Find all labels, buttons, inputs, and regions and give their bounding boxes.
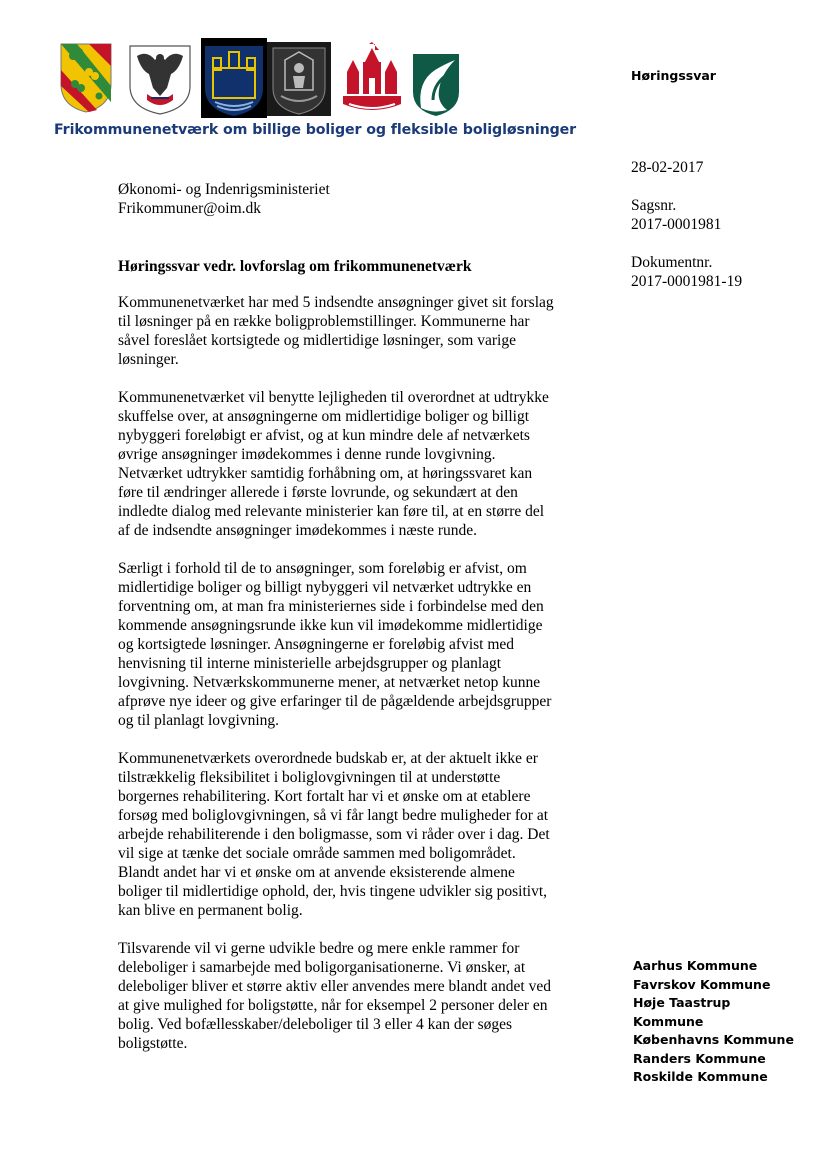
document-date: 28-02-2017 <box>631 159 704 176</box>
case-number: 2017-0001981 <box>631 216 722 233</box>
hoje-taastrup-crest-icon <box>127 40 193 116</box>
body-line: afprøve nye ideer og give erfaringer til de pågældende arbejdsgrupper <box>118 693 552 710</box>
body-line: Kommunenetværket vil benytte lejligheden til overordnet at udtrykke <box>118 389 549 406</box>
body-line: arbejde rehabiliterende i den boligmasse, som vi råder over i dag. Det <box>118 826 550 843</box>
municipality-name: Randers Kommune <box>633 1050 766 1066</box>
favrskov-crest-icon <box>59 40 113 114</box>
municipality-name: Roskilde Kommune <box>633 1069 768 1084</box>
municipality-name: Kommune <box>633 1013 704 1029</box>
body-line: kommende ansøgningsrunde ikke kun vil imødekomme midlertidige <box>118 617 543 634</box>
municipality-name: Aarhus Kommune <box>633 958 758 973</box>
case-label: Sagsnr. <box>631 197 677 214</box>
body-line: Blandt andet har vi et ønske om at anvende eksisterende almene <box>118 864 515 881</box>
paragraph-3 <box>118 559 598 730</box>
document-number: 2017-0001981-19 <box>631 273 743 290</box>
paragraph-4 <box>118 749 598 920</box>
paragraph-1 <box>118 293 598 369</box>
letter-subject: Høringssvar vedr. lovforslag om frikommunenetværk <box>118 258 472 275</box>
body-line: øvrige ansøgninger imødekommes i denne runde lovgivning. <box>118 446 496 463</box>
recipient-block <box>118 180 330 218</box>
body-line: og til planlagt lovgivning. <box>118 712 280 729</box>
body-line: og kortsigtede løsninger. Ansøgningerne er foreløbig afvist med <box>118 636 515 653</box>
body-line: føre til ændringer allerede i første lovrunde, og sekundært at den <box>118 484 518 501</box>
network-title: Frikommunenetværk om billige boliger og fleksible boligløsninger <box>54 122 577 138</box>
document-type: Høringssvar <box>631 68 716 83</box>
body-line: forventning om, at man fra ministeriernes side i forbindelse med den <box>118 598 544 615</box>
body-line: kan blive en permanent bolig. <box>118 902 303 919</box>
body-line: nybyggeri foreløbigt er afvist, og at kun mindre dele af netværkets <box>118 427 530 444</box>
body-line: deleboliger bliver et større aktiv eller anvendes mere blandt andet ved <box>118 978 551 995</box>
body-line: tilstrækkelig fleksibilitet i boliglovgivningen til at understøtte <box>118 769 501 786</box>
paragraph-5 <box>118 939 598 1053</box>
body-line: såvel foreslået kortsigtede og midlertidige løsninger, som varige <box>118 332 516 349</box>
body-line: forsøg med boliglovgivningen, så vi får langt bedre muligheder for at <box>118 807 549 824</box>
municipality-name: Københavns Kommune <box>633 1032 794 1047</box>
letter-body <box>118 293 598 1072</box>
body-line: borgernes rehabilitering. Kort fortalt har vi et ønske om at etablere <box>118 788 531 805</box>
body-line: indledte dialog med relevante ministerier kan føre til, at en større del <box>118 503 545 520</box>
paragraph-2 <box>118 388 598 540</box>
body-line: Netværket udtrykker samtidig forhåbning om, at høringssvaret kan <box>118 465 533 482</box>
body-line: skuffelse over, at ansøgningerne om midlertidige boliger og billigt <box>118 408 530 425</box>
roskilde-crest-icon <box>339 40 405 116</box>
municipality-name: Favrskov Kommune <box>633 976 771 992</box>
body-line: henvisning til interne ministerielle arbejdsgrupper og planlagt <box>118 655 502 672</box>
body-line: Særligt i forhold til de to ansøgninger, som foreløbig er afvist, om <box>118 560 527 577</box>
body-line: boliger til midlertidige ophold, der, hvis tingene udvikler sig positivt, <box>118 883 548 900</box>
body-line: bolig. Ved bofællesskaber/deleboliger til 3 eller 4 kan der søges <box>118 1016 513 1033</box>
body-line: Kommunenetværkets overordnede budskab er, at der aktuelt ikke er <box>118 750 538 767</box>
body-line: deleboliger i samarbejde med boligorganisationerne. Vi ønsker, at <box>118 959 526 976</box>
body-line: til løsninger på en række boligproblemstillinger. Kommunerne har <box>118 313 530 330</box>
recipient-name: Økonomi- og Indenrigsministeriet <box>118 181 330 198</box>
municipality-list <box>633 957 794 1087</box>
body-line: Kommunenetværket har med 5 indsendte ansøgninger givet sit forslag <box>118 294 554 311</box>
randers-crest-icon <box>411 52 461 118</box>
recipient-email: Frikommuner@oim.dk <box>118 200 262 217</box>
body-line: boligstøtte. <box>118 1035 188 1052</box>
body-line: Tilsvarende vil vi gerne udvikle bedre og mere enkle rammer for <box>118 940 520 957</box>
aarhus-crest-icon <box>267 40 331 116</box>
document-number-label: Dokumentnr. <box>631 254 713 271</box>
municipality-name: Høje Taastrup <box>633 995 731 1010</box>
kobenhavn-crest-icon <box>201 38 267 118</box>
body-line: lovgivning. Netværkskommunerne mener, at netværket netop kunne <box>118 674 541 691</box>
body-line: løsninger. <box>118 351 179 368</box>
body-line: vil sige at tænke det sociale område sammen med boligområdet. <box>118 845 516 862</box>
body-line: af de indsendte ansøgninger imødekommes i næste runde. <box>118 522 478 539</box>
body-line: midlertidige boliger og billigt nybyggeri vil netværket udtrykke en <box>118 579 532 596</box>
body-line: at give mulighed for boligstøtte, når for eksempel 2 personer deler en <box>118 997 548 1014</box>
